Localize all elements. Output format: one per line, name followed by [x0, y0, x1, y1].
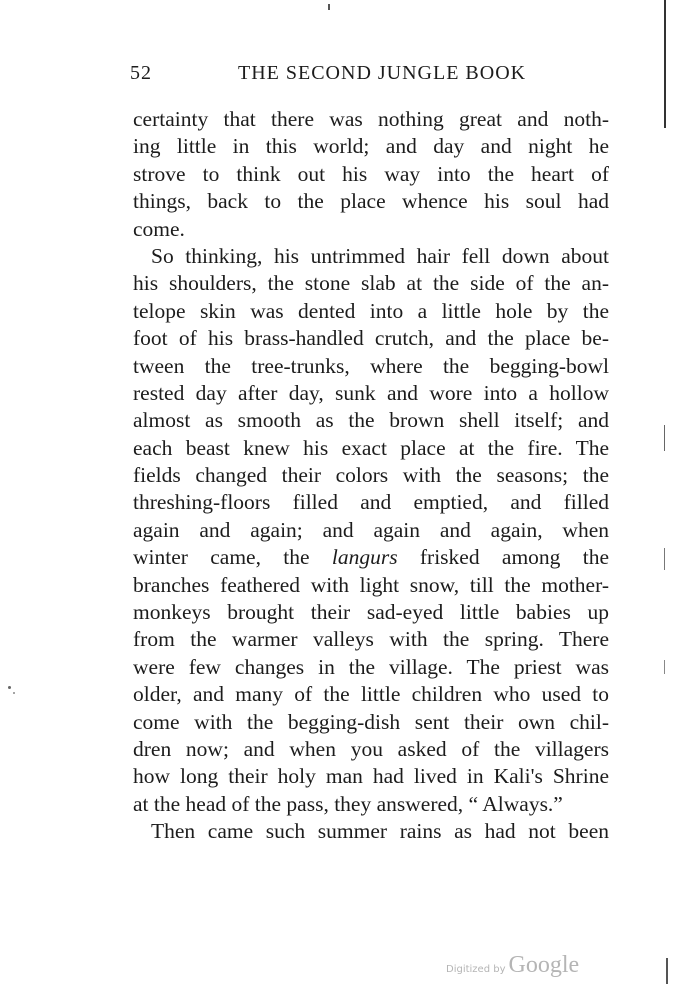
google-logo: Google: [508, 952, 580, 978]
text-line: from the warmer valleys with the spring. There: [133, 627, 609, 652]
text-line: almost as smooth as the brown shell itself; and: [133, 408, 609, 433]
text-line: his shoulders, the stone slab at the side of the an-: [133, 271, 609, 296]
text-line: Then came such summer rains as had not been: [151, 819, 609, 844]
text-line: So thinking, his untrimmed hair fell down about: [151, 243, 609, 268]
text-line: how long their holy man had lived in Kali's Shrine: [133, 764, 609, 789]
text-line: fields changed their colors with the seasons; the: [133, 463, 609, 488]
text-line: each beast knew his exact place at the fire. The: [133, 435, 609, 460]
text-line: older, and many of the little children who used to: [133, 682, 609, 707]
text-line: threshing-floors filled and emptied, and filled: [133, 490, 609, 515]
text-fragment: winter came, the: [133, 545, 310, 570]
text-line: telope skin was dented into a little hole by the: [133, 298, 609, 323]
page-number: 52: [130, 62, 152, 84]
page-edge-mark: [664, 425, 665, 451]
text-line-langurs: [133, 544, 609, 571]
text-line: were few changes in the village. The priest was: [133, 654, 609, 679]
page-edge-mark: [664, 660, 665, 674]
scan-speck: [13, 692, 15, 694]
text-line: branches feathered with light snow, till the mother-: [133, 572, 609, 597]
text-line: strove to think out his way into the heart of: [133, 161, 609, 186]
text-line: tween the tree-trunks, where the begging-bowl: [133, 353, 609, 378]
text-line: again and again; and again and again, when: [133, 517, 609, 542]
text-line: come with the begging-dish sent their own chil-: [133, 709, 609, 734]
scan-speck: [8, 686, 11, 689]
text-line: monkeys brought their sad-eyed little babies up: [133, 600, 609, 625]
body-text: [133, 106, 609, 846]
page-header: [130, 62, 610, 88]
text-line: certainty that there was nothing great and noth-: [133, 107, 609, 131]
scan-speck: [328, 4, 330, 10]
text-line: things, back to the place whence his soul had: [133, 189, 609, 214]
text-fragment: frisked among the: [419, 545, 609, 570]
watermark-prefix: Digitized by: [446, 964, 506, 975]
text-line: foot of his brass-handled crutch, and the place be-: [133, 326, 609, 351]
page-edge-mark: [664, 548, 665, 570]
running-head: THE SECOND JUNGLE BOOK: [238, 62, 527, 84]
text-line: dren now; and when you asked of the villagers: [133, 736, 609, 761]
text-line: rested day after day, sunk and wore into a hollow: [133, 380, 609, 405]
digitized-watermark: [446, 952, 596, 982]
page-edge-line: [664, 0, 666, 128]
text-line: come.: [133, 216, 185, 241]
text-line: ing little in this world; and day and night he: [133, 134, 609, 159]
text-line: at the head of the pass, they answered, “ Always.”: [133, 791, 563, 816]
page-edge-line: [666, 958, 668, 984]
italic-word: langurs: [331, 545, 398, 570]
